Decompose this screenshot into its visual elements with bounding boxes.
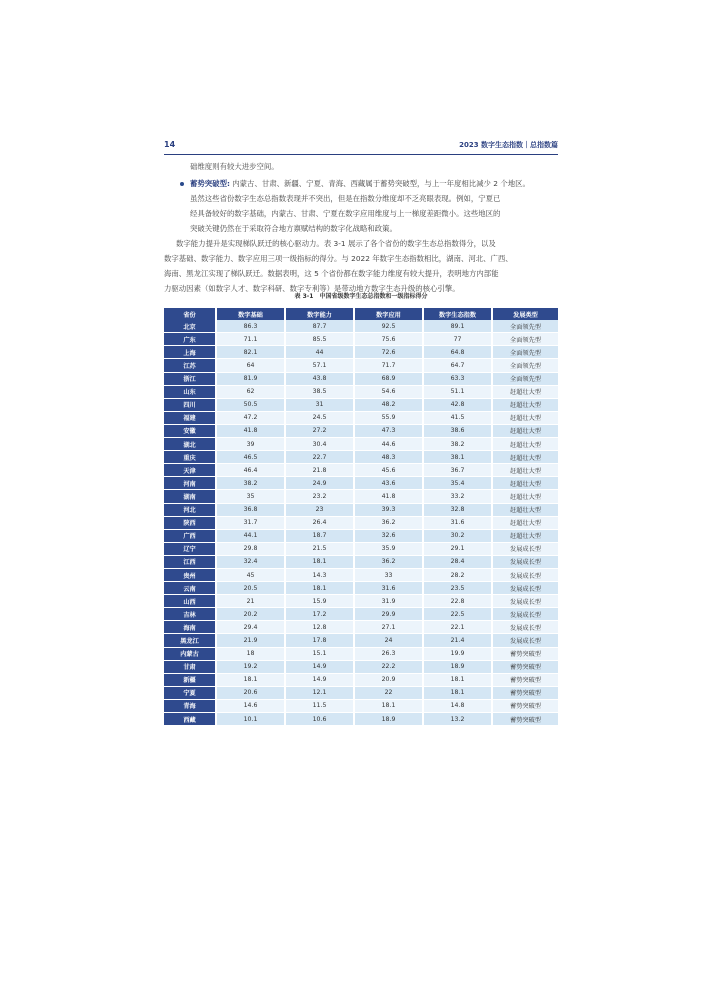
ecosystem-index-cell: 18.1 — [423, 673, 492, 686]
digital-foundation-cell: 18 — [216, 647, 285, 660]
text-line: 突破关键仍然在于采取符合地方禀赋结构的数字化战略和政策。 — [190, 224, 397, 233]
development-type-cell: 赶超壮大型 — [492, 438, 558, 451]
page-number: 14 — [164, 140, 176, 149]
digital-application-cell: 36.2 — [354, 555, 423, 568]
development-type-cell: 蓄势突破型 — [492, 660, 558, 673]
province-header: 省份 — [164, 308, 216, 320]
ecosystem-index-cell: 19.9 — [423, 647, 492, 660]
table-row — [164, 713, 558, 726]
digital-capability-cell: 26.4 — [285, 516, 354, 529]
digital-capability-cell: 10.6 — [285, 713, 354, 726]
digital-application-cell: 18.1 — [354, 699, 423, 712]
digital-application-cell: 26.3 — [354, 647, 423, 660]
development-type-cell: 蓄势突破型 — [492, 699, 558, 712]
digital-capability-cell: 14.9 — [285, 673, 354, 686]
table-row — [164, 424, 558, 437]
table-body — [164, 320, 558, 725]
digital-capability-cell: 14.9 — [285, 660, 354, 673]
header-rule — [164, 154, 558, 155]
province-cell: 河南 — [164, 477, 216, 490]
table-row — [164, 490, 558, 503]
ecosystem-index-cell: 14.8 — [423, 699, 492, 712]
digital-application-cell: 54.6 — [354, 385, 423, 398]
digital-foundation-cell: 19.2 — [216, 660, 285, 673]
digital-foundation-cell: 18.1 — [216, 673, 285, 686]
development-type-cell: 蓄势突破型 — [492, 686, 558, 699]
table-row — [164, 451, 558, 464]
table-row — [164, 634, 558, 647]
ecosystem-index-cell: 33.2 — [423, 490, 492, 503]
digital-capability-cell: 22.7 — [285, 451, 354, 464]
ecosystem-index-cell: 41.5 — [423, 411, 492, 424]
digital-application-cell: 29.9 — [354, 608, 423, 621]
ecosystem-index-cell: 28.2 — [423, 568, 492, 581]
digital-foundation-cell: 39 — [216, 438, 285, 451]
digital-application-cell: 72.6 — [354, 346, 423, 359]
digital-foundation-cell: 46.5 — [216, 451, 285, 464]
development-type-cell: 蓄势突破型 — [492, 673, 558, 686]
development-type-cell: 全面领先型 — [492, 359, 558, 372]
development-type-cell: 发展成长型 — [492, 555, 558, 568]
province-cell: 山西 — [164, 595, 216, 608]
digital-foundation-cell: 21 — [216, 595, 285, 608]
ecosystem-index-cell: 36.7 — [423, 464, 492, 477]
province-cell: 贵州 — [164, 568, 216, 581]
development-type-cell: 发展成长型 — [492, 542, 558, 555]
digital-foundation-cell: 21.9 — [216, 634, 285, 647]
table-row — [164, 320, 558, 333]
province-cell: 新疆 — [164, 673, 216, 686]
digital-capability-cell: 44 — [285, 346, 354, 359]
digital-foundation-cell: 32.4 — [216, 555, 285, 568]
digital-capability-cell: 15.1 — [285, 647, 354, 660]
development-type-cell: 发展成长型 — [492, 595, 558, 608]
digital-application-cell: 18.9 — [354, 713, 423, 726]
digital-capability-cell: 17.2 — [285, 608, 354, 621]
text-line: 数字能力提升是实现梯队跃迁的核心驱动力。表 3-1 展示了各个省份的数字生态总指数得分，以及 — [176, 239, 496, 248]
text-line: 海南、黑龙江实现了梯队跃迁。数据表明，这 5 个省份都在数字能力维度有较大提升，表明地方内部能 — [164, 269, 499, 278]
digital-foundation-cell: 62 — [216, 385, 285, 398]
development-type-cell: 全面领先型 — [492, 320, 558, 333]
digital-foundation-cell: 86.3 — [216, 320, 285, 333]
province-cell: 江西 — [164, 555, 216, 568]
digital-capability-cell: 21.5 — [285, 542, 354, 555]
table-row — [164, 503, 558, 516]
province-cell: 广西 — [164, 529, 216, 542]
digital-foundation-cell: 20.2 — [216, 608, 285, 621]
province-cell: 海南 — [164, 621, 216, 634]
digital-application-cell: 27.1 — [354, 621, 423, 634]
ecosystem-index-cell: 77 — [423, 333, 492, 346]
table-row — [164, 411, 558, 424]
ecosystem-index-cell: 13.2 — [423, 713, 492, 726]
province-cell: 福建 — [164, 411, 216, 424]
digital-application-cell: 39.3 — [354, 503, 423, 516]
digital-application-cell: 33 — [354, 568, 423, 581]
digital-foundation-cell: 46.4 — [216, 464, 285, 477]
digital-application-cell: 22.2 — [354, 660, 423, 673]
digital-capability-cell: 21.8 — [285, 464, 354, 477]
province-cell: 湖南 — [164, 490, 216, 503]
table-row — [164, 464, 558, 477]
table-row — [164, 359, 558, 372]
province-cell: 陕西 — [164, 516, 216, 529]
development-type-cell: 赶超壮大型 — [492, 529, 558, 542]
development-type-cell: 赶超壮大型 — [492, 490, 558, 503]
text-line: 虽然这些省份数字生态总指数表现并不突出，但是在指数分维度却不乏亮眼表现。例如，宁夏已 — [190, 194, 501, 203]
digital-capability-cell: 30.4 — [285, 438, 354, 451]
digital-capability-cell: 12.1 — [285, 686, 354, 699]
digital-application-cell: 31.6 — [354, 582, 423, 595]
digital-foundation-cell: 41.8 — [216, 424, 285, 437]
table-caption: 表 3-1 中国省级数字生态总指数和一级指标得分 — [294, 293, 428, 300]
digital-foundation-header: 数字基础 — [216, 308, 285, 320]
province-cell: 云南 — [164, 582, 216, 595]
digital-capability-cell: 85.5 — [285, 333, 354, 346]
digital-application-cell: 48.3 — [354, 451, 423, 464]
digital-application-cell: 45.6 — [354, 464, 423, 477]
province-cell: 宁夏 — [164, 686, 216, 699]
province-cell: 浙江 — [164, 372, 216, 385]
province-cell: 内蒙古 — [164, 647, 216, 660]
province-cell: 河北 — [164, 503, 216, 516]
development-type-cell: 赶超壮大型 — [492, 477, 558, 490]
province-score-table — [164, 308, 558, 726]
ecosystem-index-cell: 38.1 — [423, 451, 492, 464]
ecosystem-index-cell: 30.2 — [423, 529, 492, 542]
ecosystem-index-cell: 18.9 — [423, 660, 492, 673]
text-line: 力驱动因素（如数字人才、数字科研、数字专利等）是带动地方数字生态升级的核心引擎。 — [164, 284, 460, 293]
development-type-cell: 蓄势突破型 — [492, 647, 558, 660]
development-type-cell: 全面领先型 — [492, 372, 558, 385]
digital-foundation-cell: 10.1 — [216, 713, 285, 726]
ecosystem-index-cell: 23.5 — [423, 582, 492, 595]
digital-capability-cell: 87.7 — [285, 320, 354, 333]
ecosystem-index-cell: 22.8 — [423, 595, 492, 608]
digital-application-cell: 24 — [354, 634, 423, 647]
table-row — [164, 333, 558, 346]
development-type-cell: 发展成长型 — [492, 568, 558, 581]
digital-foundation-cell: 64 — [216, 359, 285, 372]
table-row — [164, 385, 558, 398]
digital-capability-cell: 17.8 — [285, 634, 354, 647]
development-type-cell: 赶超壮大型 — [492, 411, 558, 424]
digital-application-cell: 31.9 — [354, 595, 423, 608]
digital-capability-cell: 24.9 — [285, 477, 354, 490]
province-cell: 吉林 — [164, 608, 216, 621]
ecosystem-index-cell: 31.6 — [423, 516, 492, 529]
ecosystem-index-cell: 51.1 — [423, 385, 492, 398]
development-type-cell: 发展成长型 — [492, 621, 558, 634]
digital-foundation-cell: 29.4 — [216, 621, 285, 634]
digital-application-cell: 55.9 — [354, 411, 423, 424]
ecosystem-index-cell: 64.7 — [423, 359, 492, 372]
digital-application-cell: 43.6 — [354, 477, 423, 490]
digital-foundation-cell: 47.2 — [216, 411, 285, 424]
ecosystem-index-cell: 63.3 — [423, 372, 492, 385]
digital-foundation-cell: 20.5 — [216, 582, 285, 595]
ecosystem-index-cell: 38.6 — [423, 424, 492, 437]
table-row — [164, 398, 558, 411]
table-row — [164, 621, 558, 634]
digital-foundation-cell: 45 — [216, 568, 285, 581]
table-header-row — [164, 308, 558, 320]
digital-capability-header: 数字能力 — [285, 308, 354, 320]
bullet-icon — [180, 182, 184, 186]
digital-application-cell: 44.6 — [354, 438, 423, 451]
table-row — [164, 660, 558, 673]
ecosystem-index-header: 数字生态指数 — [423, 308, 492, 320]
ecosystem-index-cell: 22.1 — [423, 621, 492, 634]
digital-capability-cell: 18.1 — [285, 555, 354, 568]
development-type-cell: 赶超壮大型 — [492, 424, 558, 437]
digital-application-cell: 68.9 — [354, 372, 423, 385]
digital-capability-cell: 15.9 — [285, 595, 354, 608]
bullet-term: 蓄势突破型: — [190, 179, 230, 188]
digital-application-cell: 35.9 — [354, 542, 423, 555]
digital-foundation-cell: 44.1 — [216, 529, 285, 542]
province-cell: 广东 — [164, 333, 216, 346]
table-row — [164, 647, 558, 660]
table-row — [164, 542, 558, 555]
digital-foundation-cell: 36.8 — [216, 503, 285, 516]
ecosystem-index-cell: 35.4 — [423, 477, 492, 490]
text-line: 础维度则有较大进步空间。 — [190, 162, 279, 171]
development-type-cell: 赶超壮大型 — [492, 451, 558, 464]
ecosystem-index-cell: 18.1 — [423, 686, 492, 699]
digital-capability-cell: 24.5 — [285, 411, 354, 424]
digital-capability-cell: 23.2 — [285, 490, 354, 503]
digital-capability-cell: 43.8 — [285, 372, 354, 385]
digital-capability-cell: 12.8 — [285, 621, 354, 634]
ecosystem-index-cell: 28.4 — [423, 555, 492, 568]
table-row — [164, 568, 558, 581]
digital-application-cell: 48.2 — [354, 398, 423, 411]
digital-application-header: 数字应用 — [354, 308, 423, 320]
digital-application-cell: 75.6 — [354, 333, 423, 346]
ecosystem-index-cell: 38.2 — [423, 438, 492, 451]
province-cell: 北京 — [164, 320, 216, 333]
text-line: 经具备较好的数字基础，内蒙古、甘肃、宁夏在数字应用维度与上一梯度差距微小。这些地区的 — [190, 209, 501, 218]
digital-capability-cell: 38.5 — [285, 385, 354, 398]
province-cell: 江苏 — [164, 359, 216, 372]
development-type-cell: 赶超壮大型 — [492, 385, 558, 398]
table-row — [164, 699, 558, 712]
table-row — [164, 516, 558, 529]
province-cell: 西藏 — [164, 713, 216, 726]
bullet-paragraph-line — [190, 177, 530, 191]
digital-application-cell: 20.9 — [354, 673, 423, 686]
province-cell: 辽宁 — [164, 542, 216, 555]
province-cell: 青海 — [164, 699, 216, 712]
digital-foundation-cell: 71.1 — [216, 333, 285, 346]
province-cell: 湖北 — [164, 438, 216, 451]
digital-capability-cell: 57.1 — [285, 359, 354, 372]
digital-application-cell: 41.8 — [354, 490, 423, 503]
digital-capability-cell: 31 — [285, 398, 354, 411]
digital-foundation-cell: 20.6 — [216, 686, 285, 699]
province-cell: 甘肃 — [164, 660, 216, 673]
province-cell: 上海 — [164, 346, 216, 359]
digital-application-cell: 92.5 — [354, 320, 423, 333]
digital-capability-cell: 23 — [285, 503, 354, 516]
ecosystem-index-cell: 64.8 — [423, 346, 492, 359]
digital-application-cell: 32.6 — [354, 529, 423, 542]
province-cell: 山东 — [164, 385, 216, 398]
table-row — [164, 438, 558, 451]
development-type-cell: 发展成长型 — [492, 582, 558, 595]
development-type-cell: 发展成长型 — [492, 608, 558, 621]
digital-foundation-cell: 82.1 — [216, 346, 285, 359]
province-cell: 重庆 — [164, 451, 216, 464]
table-row — [164, 477, 558, 490]
table-row — [164, 582, 558, 595]
ecosystem-index-cell: 89.1 — [423, 320, 492, 333]
page-header — [164, 140, 558, 154]
digital-foundation-cell: 38.2 — [216, 477, 285, 490]
province-cell: 安徽 — [164, 424, 216, 437]
development-type-cell: 发展成长型 — [492, 634, 558, 647]
ecosystem-index-cell: 42.8 — [423, 398, 492, 411]
province-cell: 黑龙江 — [164, 634, 216, 647]
ecosystem-index-cell: 29.1 — [423, 542, 492, 555]
ecosystem-index-cell: 32.8 — [423, 503, 492, 516]
digital-application-cell: 36.2 — [354, 516, 423, 529]
digital-application-cell: 47.3 — [354, 424, 423, 437]
digital-foundation-cell: 31.7 — [216, 516, 285, 529]
table-row — [164, 555, 558, 568]
digital-capability-cell: 18.7 — [285, 529, 354, 542]
table-row — [164, 673, 558, 686]
bullet-text: 内蒙古、甘肃、新疆、宁夏、青海、西藏属于蓄势突破型，与上一年度相比减少 2 个地区。 — [229, 179, 530, 188]
table-row — [164, 372, 558, 385]
table-row — [164, 686, 558, 699]
digital-capability-cell: 14.3 — [285, 568, 354, 581]
development-type-cell: 蓄势突破型 — [492, 713, 558, 726]
running-title: 2023 数字生态指数｜总指数篇 — [459, 141, 558, 149]
digital-capability-cell: 11.5 — [285, 699, 354, 712]
table-row — [164, 529, 558, 542]
development-type-cell: 全面领先型 — [492, 346, 558, 359]
development-type-cell: 赶超壮大型 — [492, 516, 558, 529]
development-type-cell: 全面领先型 — [492, 333, 558, 346]
table-row — [164, 595, 558, 608]
digital-capability-cell: 27.2 — [285, 424, 354, 437]
digital-foundation-cell: 81.9 — [216, 372, 285, 385]
ecosystem-index-cell: 21.4 — [423, 634, 492, 647]
table-row — [164, 608, 558, 621]
digital-capability-cell: 18.1 — [285, 582, 354, 595]
province-cell: 四川 — [164, 398, 216, 411]
digital-foundation-cell: 35 — [216, 490, 285, 503]
text-line: 数字基础、数字能力、数字应用三项一级指标的得分。与 2022 年数字生态指数相比，湖南、河北、广西、 — [164, 254, 513, 263]
development-type-cell: 赶超壮大型 — [492, 398, 558, 411]
development-type-cell: 赶超壮大型 — [492, 464, 558, 477]
digital-foundation-cell: 50.5 — [216, 398, 285, 411]
digital-application-cell: 22 — [354, 686, 423, 699]
digital-application-cell: 71.7 — [354, 359, 423, 372]
province-cell: 天津 — [164, 464, 216, 477]
digital-foundation-cell: 29.8 — [216, 542, 285, 555]
development-type-header: 发展类型 — [492, 308, 558, 320]
digital-foundation-cell: 14.6 — [216, 699, 285, 712]
table-row — [164, 346, 558, 359]
development-type-cell: 赶超壮大型 — [492, 503, 558, 516]
ecosystem-index-cell: 22.5 — [423, 608, 492, 621]
